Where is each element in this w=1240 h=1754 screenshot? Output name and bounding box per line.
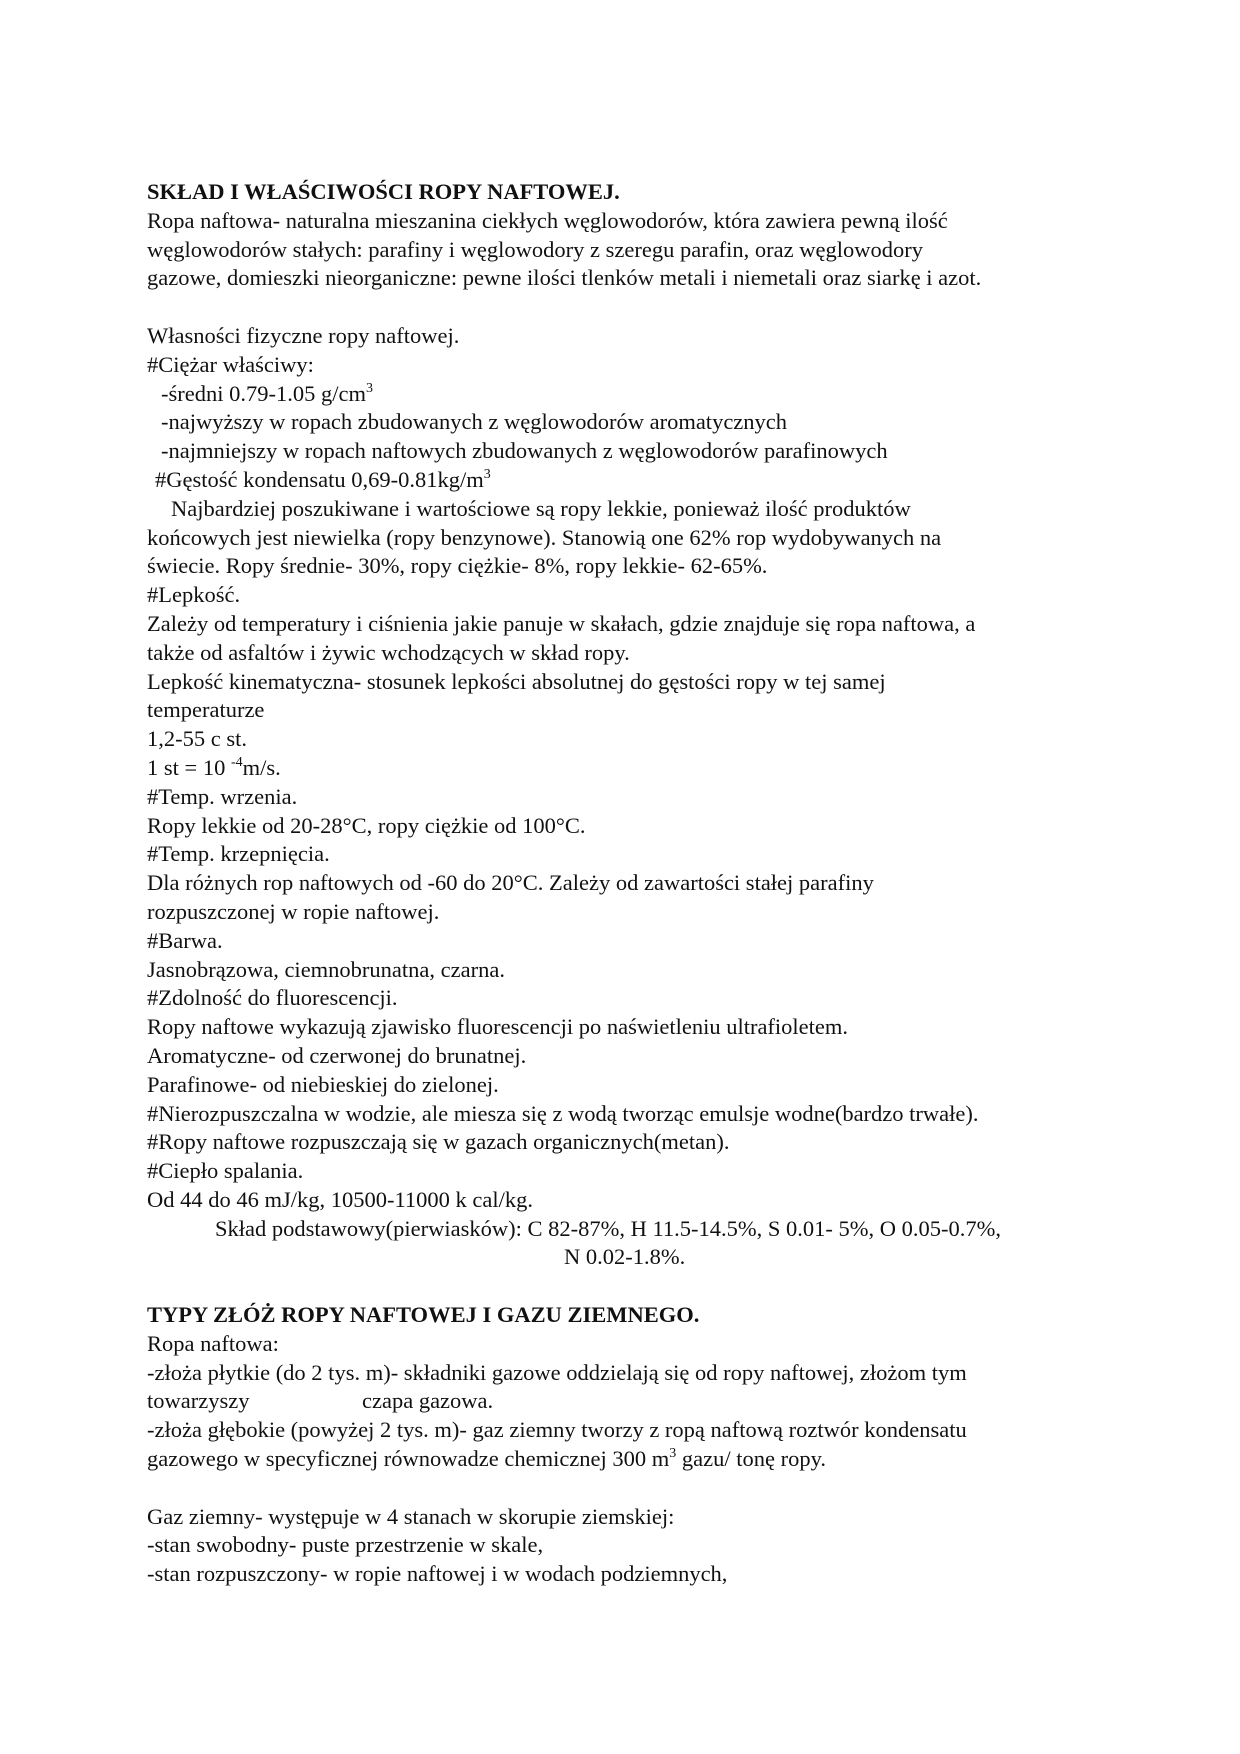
- sought-line: Najbardziej poszukiwane i wartościowe są ropy lekkie, ponieważ ilość produktów: [171, 495, 911, 521]
- fluorescence-line: Aromatyczne- od czerwonej do brunatnej.: [147, 1042, 527, 1068]
- solidification-line: rozpuszczonej w ropie naftowej.: [147, 898, 440, 924]
- heat-text: Od 44 do 46 mJ/kg, 10500-11000 k cal/kg.: [147, 1186, 534, 1212]
- condensate-density: #Gęstość kondensatu $0,69-0.81kg/m^3$: [155, 466, 491, 492]
- fluorescence-line: #Nierozpuszczalna w wodzie, ale miesza się z wodą tworząc emulsje wodne(bardzo trwałe).: [147, 1100, 979, 1126]
- viscosity-line: 1,2-55 c st.: [147, 726, 247, 752]
- physical-title: Własności fizyczne ropy naftowej.: [147, 322, 460, 348]
- fluorescence-line: Parafinowe- od niebieskiej do zielonej.: [147, 1071, 499, 1097]
- shallow-deposits-cont: towarzyszy czapa gazowa.: [147, 1388, 494, 1414]
- gas-state: -stan swobodny- puste przestrzenie w skale,: [147, 1532, 544, 1558]
- oil-deposits-title: Ropa naftowa:: [147, 1330, 279, 1356]
- boiling-text: Ropy lekkie od 20-28°C, ropy ciężkie od 100°C.: [147, 812, 586, 838]
- composition-line: N 0.02-1.8%.: [564, 1244, 686, 1270]
- fluorescence-line: #Ropy naftowe rozpuszczają się w gazach organicznych(metan).: [147, 1129, 730, 1155]
- composition-line: Skład podstawowy(pierwiasków): C 82-87%, H 11.5-14.5%, S 0.01- 5%, O 0.05-0.7%,: [215, 1215, 1001, 1241]
- viscosity-line: także od asfaltów i żywic wchodzących w skład ropy.: [147, 639, 630, 665]
- heat-title: #Ciepło spalania.: [147, 1158, 304, 1184]
- intro-line: gazowe, domieszki nieorganiczne: pewne ilości tlenków metali i niemetali oraz siarkę i azot.: [147, 265, 982, 291]
- viscosity-line: Lepkość kinematyczna- stosunek lepkości absolutnej do gęstości ropy w tej samej: [147, 668, 886, 694]
- section1-heading: SKŁAD I WŁAŚCIWOŚCI ROPY NAFTOWEJ.: [147, 179, 620, 204]
- weight-min: -najmniejszy w ropach naftowych zbudowanych z węglowodorów parafinowych: [161, 438, 888, 464]
- gas-state: -stan rozpuszczony- w ropie naftowej i w wodach podziemnych,: [147, 1561, 728, 1587]
- color-text: Jasnobrązowa, ciemnobrunatna, czarna.: [147, 956, 505, 982]
- viscosity-title: #Lepkość.: [147, 582, 241, 608]
- stokes-definition: 1 st = 10 $^{-4}$m/s.: [147, 754, 281, 780]
- fluorescence-title: #Zdolność do fluorescencji.: [147, 985, 398, 1011]
- shallow-deposits: -złoża płytkie (do 2 tys. m)- składniki gazowe oddzielają się od ropy naftowej, złożom tym: [147, 1359, 967, 1385]
- color-title: #Barwa.: [147, 927, 223, 953]
- deep-deposits: -złoża głębokie (powyżej 2 tys. m)- gaz ziemny tworzy z ropą naftową roztwór kondensatu: [147, 1417, 967, 1443]
- weight-title: #Ciężar właściwy:: [147, 351, 314, 377]
- solidification-title: #Temp. krzepnięcia.: [147, 841, 330, 867]
- solidification-line: Dla różnych rop naftowych od -60 do 20°C. Zależy od zawartości stałej parafiny: [147, 870, 874, 896]
- viscosity-line: temperaturze: [147, 697, 265, 723]
- sought-line: końcowych jest niewielka (ropy benzynowe). Stanowią one 62% rop wydobywanych na: [147, 524, 942, 550]
- viscosity-line: Zależy od temperatury i ciśnienia jakie panuje w skałach, gdzie znajduje się ropa naftowa, a: [147, 610, 976, 636]
- weight-max: -najwyższy w ropach zbudowanych z węglowodorów aromatycznych: [161, 409, 788, 435]
- gas-title: Gaz ziemny- występuje w 4 stanach w skorupie ziemskiej:: [147, 1503, 675, 1529]
- intro-line: węglowodorów stałych: parafiny i węglowodory z szeregu parafin, oraz węglowodory: [147, 236, 923, 262]
- boiling-title: #Temp. wrzenia.: [147, 783, 298, 809]
- sought-line: świecie. Ropy średnie- 30%, ropy ciężkie- 8%, ropy lekkie- 62-65%.: [147, 553, 768, 579]
- intro-line: Ropa naftowa- naturalna mieszanina ciekłych węglowodorów, która zawiera pewną ilość: [147, 207, 948, 233]
- weight-average: -średni 0.79-1.05 $g/cm^3$: [161, 380, 373, 406]
- deep-deposits-cont: gazowego w specyficznej równowadze chemicznej 300 $m^3$ gazu/ tonę ropy.: [147, 1446, 827, 1472]
- fluorescence-line: Ropy naftowe wykazują zjawisko fluorescencji po naświetleniu ultrafioletem.: [147, 1014, 849, 1040]
- section2-heading: TYPY ZŁÓŻ ROPY NAFTOWEJ I GAZU ZIEMNEGO.: [147, 1302, 700, 1328]
- document-page: [147, 178, 1147, 1589]
